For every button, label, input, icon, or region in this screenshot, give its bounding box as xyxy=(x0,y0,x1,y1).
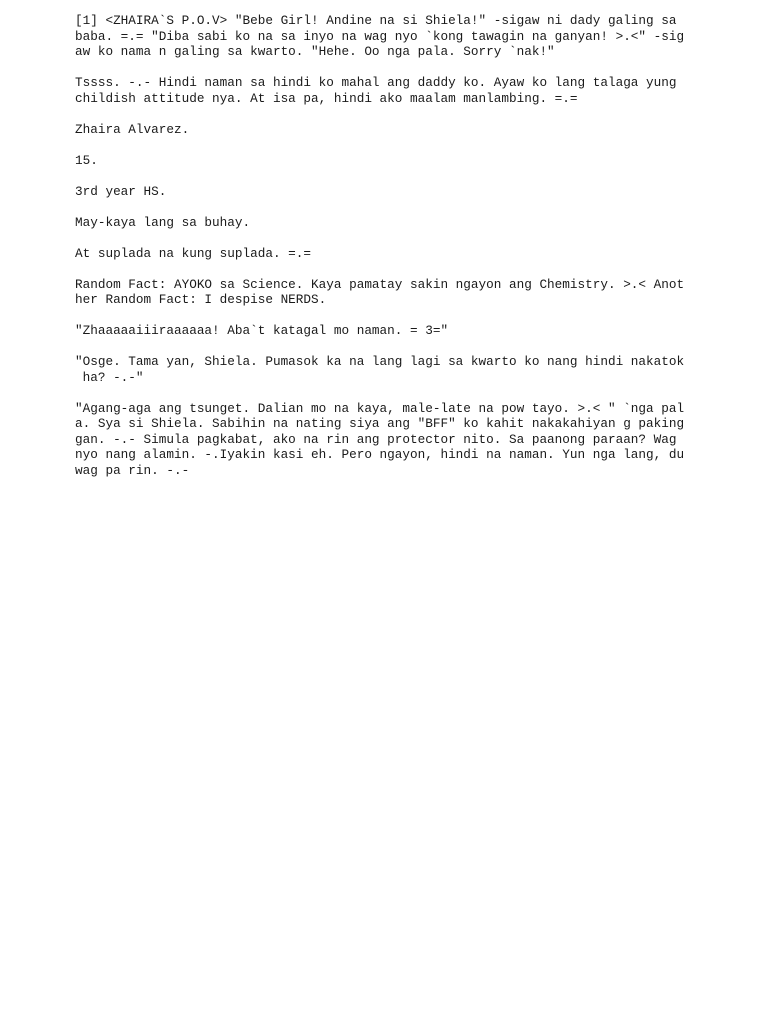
text-line: baba. =.= "Diba sabi ko na sa inyo na wag nyo `kong tawagin na ganyan! >.<" -sig xyxy=(75,28,685,44)
paragraph-2 xyxy=(75,75,685,106)
text-line: nyo nang alamin. -.Iyakin kasi eh. Pero ngayon, hindi na naman. Yun nga lang, du xyxy=(75,447,685,462)
paragraph-7 xyxy=(75,246,685,262)
text-line: wag pa rin. -.- xyxy=(75,462,190,478)
text-line: Tssss. -.- Hindi naman sa hindi ko mahal ang daddy ko. Ayaw ko lang talaga yung xyxy=(75,75,677,90)
text-line: aw ko nama n galing sa kwarto. "Hehe. Oo nga pala. Sorry `nak!" xyxy=(75,44,555,59)
paragraph-5 xyxy=(75,184,685,200)
document-body xyxy=(75,13,685,494)
paragraph-4 xyxy=(75,153,685,169)
text-line: "Agang-aga ang tsunget. Dalian mo na kaya, male-late na pow tayo. >.< " `nga pal xyxy=(75,400,685,416)
text-line: a. Sya si Shiela. Sabihin na nating siya ang "BFF" ko kahit nakakahiyan g paking xyxy=(75,416,685,431)
text-line: Random Fact: AYOKO sa Science. Kaya pamatay sakin ngayon ang Chemistry. >.< Anot xyxy=(75,276,685,292)
text-line: "Osge. Tama yan, Shiela. Pumasok ka na lang lagi sa kwarto ko nang hindi nakatok xyxy=(75,354,685,369)
paragraph-1 xyxy=(75,13,685,60)
paragraph-8 xyxy=(75,277,685,308)
text-line: May-kaya lang sa buhay. xyxy=(75,214,251,230)
text-line: childish attitude nya. At isa pa, hindi ako maalam manlambing. =.= xyxy=(75,90,578,106)
paragraph-3 xyxy=(75,122,685,138)
text-line: her Random Fact: I despise NERDS. xyxy=(75,292,327,307)
text-line: [1] <ZHAIRA`S P.O.V> "Bebe Girl! Andine na si Shiela!" -sigaw ni dady galing sa xyxy=(75,13,677,28)
text-line: ha? -.-" xyxy=(75,369,144,385)
paragraph-9 xyxy=(75,323,685,339)
text-line: 3rd year HS. xyxy=(75,183,167,199)
paragraph-10 xyxy=(75,354,685,385)
text-line: At suplada na kung suplada. =.= xyxy=(75,245,312,261)
text-line: gan. -.- Simula pagkabat, ako na rin ang protector nito. Sa paanong paraan? Wag xyxy=(75,431,677,447)
paragraph-6 xyxy=(75,215,685,231)
text-line: 15. xyxy=(75,152,98,168)
text-line: Zhaira Alvarez. xyxy=(75,121,190,137)
paragraph-11 xyxy=(75,401,685,479)
text-line: "Zhaaaaaiiiraaaaaa! Aba`t katagal mo naman. = 3=" xyxy=(75,323,449,338)
